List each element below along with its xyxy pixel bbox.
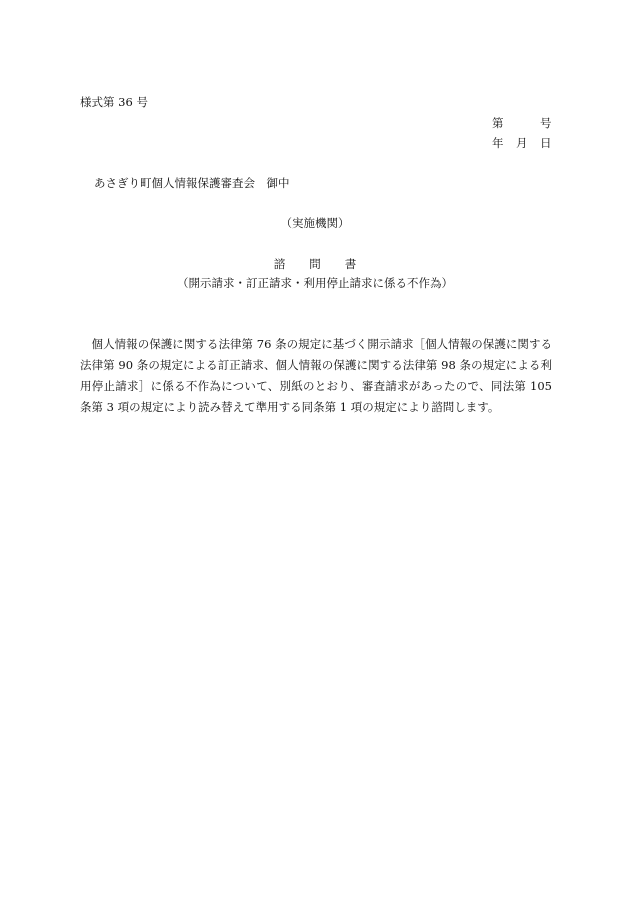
number-prefix: 第 — [492, 116, 504, 130]
body-paragraph — [80, 334, 552, 418]
date-month: 月 — [516, 136, 528, 150]
number-suffix: 号 — [540, 116, 552, 130]
sender-agency: （実施機関） — [280, 216, 350, 230]
body-line: 法律第 90 条の規定による訂正請求、個人情報の保護に関する法律第 98 条の規定による利 — [80, 358, 552, 372]
form-number: 様式第 36 号 — [80, 95, 148, 109]
document-subtitle: （開示請求・訂正請求・利用停止請求に係る不作為） — [177, 276, 453, 290]
body-line: 用停止請求］に係る不作為について、別紙のとおり、審査請求があったので、同法第 105 — [80, 379, 552, 393]
date-year: 年 — [492, 136, 504, 150]
date-day: 日 — [540, 136, 552, 150]
body-line: 条第 3 項の規定により読み替えて準用する同条第 1 項の規定により諮問します。 — [80, 400, 500, 414]
title-char: 諮 — [273, 257, 286, 271]
document-title — [0, 259, 630, 271]
addressee: あさぎり町個人情報保護審査会 御中 — [94, 176, 290, 190]
body-line: 個人情報の保護に関する法律第 76 条の規定に基づく開示請求［個人情報の保護に関する — [80, 337, 552, 351]
title-char: 問 — [309, 257, 321, 271]
title-char: 書 — [344, 257, 357, 271]
